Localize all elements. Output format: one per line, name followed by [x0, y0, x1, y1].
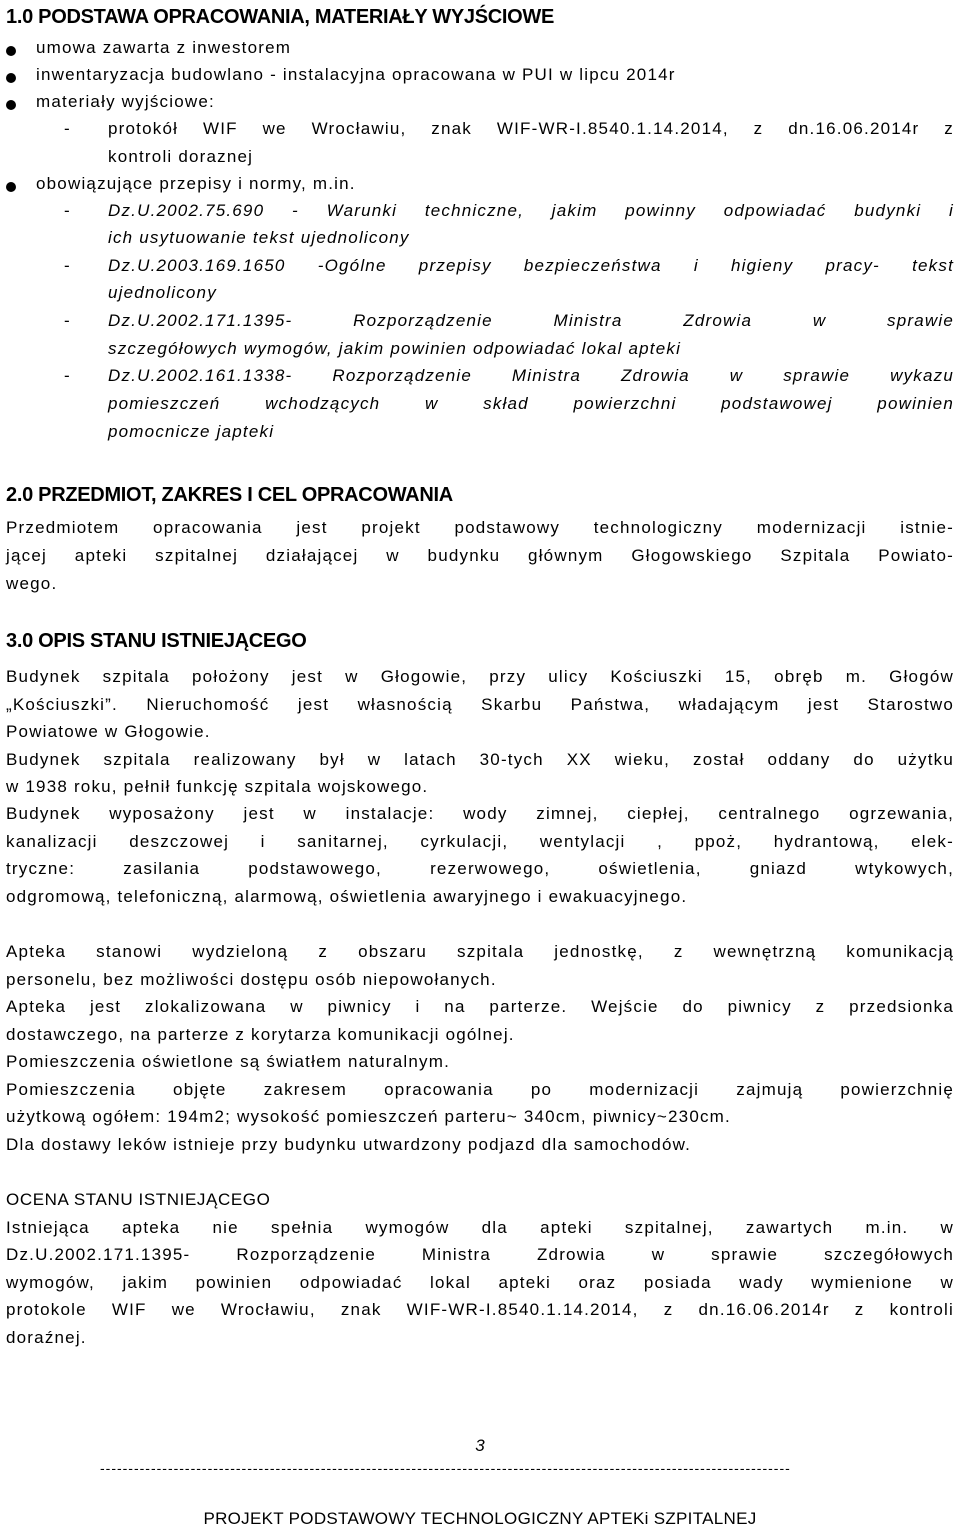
section-2-title: 2.0 PRZEDMIOT, ZAKRES I CEL OPRACOWANIA	[6, 484, 453, 506]
assessment-title: OCENA STANU ISTNIEJĄCEGO	[6, 1190, 271, 1209]
bullet-item: umowa zawarta z inwestorem	[36, 38, 292, 57]
regulation-line: pomieszczeń wchodzących w skład powierzchni podstawowej powinien	[108, 394, 954, 413]
regulation-line: ujednolicony	[108, 283, 217, 302]
regulation-line: Dz.U.2002.161.1338- Rozporządzenie Ministra Zdrowia w sprawie wykazu	[108, 366, 954, 385]
paragraph-line: personelu, bez możliwości dostępu osób niepowołanych.	[6, 970, 497, 989]
material-item-line: kontroli doraznej	[108, 147, 254, 166]
paragraph-line: doraźnej.	[6, 1328, 87, 1347]
paragraph-line: Apteka stanowi wydzieloną z obszaru szpitala jednostkę, z wewnętrzną komunikacją	[6, 942, 954, 961]
bullet-item: obowiązujące przepisy i normy, m.in.	[36, 174, 356, 193]
paragraph-line: Dz.U.2002.171.1395- Rozporządzenie Ministra Zdrowia w sprawie szczegółowych	[6, 1245, 954, 1264]
list-dash: -	[64, 119, 70, 138]
paragraph-line: „Kościuszki”. Nieruchomość jest własnością Skarbu Państwa, władającym jest Starostwo	[6, 695, 954, 714]
paragraph-line: Apteka jest zlokalizowana w piwnicy i na parterze. Wejście do piwnicy z przedsionka	[6, 997, 954, 1016]
paragraph-line: odgromową, telefoniczną, alarmową, oświetlenia awaryjnego i ewakuacyjnego.	[6, 887, 688, 906]
bullet-item: inwentaryzacja budowlano - instalacyjna opracowana w PUI w lipcu 2014r	[36, 65, 676, 84]
bullet-icon	[6, 73, 16, 83]
paragraph-line: jącej apteki szpitalnej działającej w budynku głównym Głogowskiego Szpitala Powiato-	[6, 546, 954, 565]
paragraph-line: wymogów, jakim powinien odpowiadać lokal apteki oraz posiada wady wymienione w	[6, 1273, 954, 1292]
section-3-title: 3.0 OPIS STANU ISTNIEJĄCEGO	[6, 630, 307, 652]
footer-separator: --------------------------------------------------------------------------------------------------------------------------	[100, 1460, 791, 1476]
regulation-line: Dz.U.2003.169.1650 -Ogólne przepisy bezpieczeństwa i higieny pracy- tekst	[108, 256, 954, 275]
bullet-icon	[6, 100, 16, 110]
material-item-line: protokół WIF we Wrocławiu, znak WIF-WR-I.8540.1.14.2014, z dn.16.06.2014r z	[108, 119, 954, 138]
list-dash: -	[64, 366, 70, 385]
paragraph-line: Budynek szpitala realizowany był w latach 30-tych XX wieku, został oddany do użytku	[6, 750, 954, 769]
paragraph-line: dostawczego, na parterze z korytarza komunikacji ogólnej.	[6, 1025, 515, 1044]
footer-title: PROJEKT PODSTAWOWY TECHNOLOGICZNY APTEKi SZPITALNEJ	[203, 1509, 757, 1528]
paragraph-line: wego.	[6, 574, 58, 593]
paragraph-line: Powiatowe w Głogowie.	[6, 722, 211, 741]
regulation-line: ich usytuowanie tekst ujednolicony	[108, 228, 410, 247]
regulation-line: Dz.U.2002.171.1395- Rozporządzenie Ministra Zdrowia w sprawie	[108, 311, 954, 330]
list-dash: -	[64, 256, 70, 275]
paragraph-line: Pomieszczenia objęte zakresem opracowania po modernizacji zajmują powierzchnię	[6, 1080, 954, 1099]
paragraph-line: Budynek szpitala położony jest w Głogowie, przy ulicy Kościuszki 15, obręb m. Głogów	[6, 667, 954, 686]
paragraph-line: użytkową ogółem: 194m2; wysokość pomieszczeń parteru~ 340cm, piwnicy~230cm.	[6, 1107, 731, 1126]
section-1-title: 1.0 PODSTAWA OPRACOWANIA, MATERIAŁY WYJŚCIOWE	[6, 6, 555, 28]
page-number: 3	[475, 1436, 485, 1455]
paragraph-line: Przedmiotem opracowania jest projekt podstawowy technologiczny modernizacji istnie-	[6, 518, 954, 537]
paragraph-line: w 1938 roku, pełnił funkcję szpitala wojskowego.	[6, 777, 429, 796]
paragraph-line: Pomieszczenia oświetlone są światłem naturalnym.	[6, 1052, 451, 1071]
list-dash: -	[64, 311, 70, 330]
paragraph-line: tryczne: zasilania podstawowego, rezerwowego, oświetlenia, gniazd wtykowych,	[6, 859, 954, 878]
paragraph-line: Istniejąca apteka nie spełnia wymogów dla apteki szpitalnej, zawartych m.in. w	[6, 1218, 954, 1237]
paragraph-line: kanalizacji deszczowej i sanitarnej, cyrkulacji, wentylacji , ppoż, hydrantową, elek-	[6, 832, 954, 851]
regulation-line: pomocnicze japteki	[108, 422, 275, 441]
regulation-line: Dz.U.2002.75.690 - Warunki techniczne, jakim powinny odpowiadać budynki i	[108, 201, 954, 220]
bullet-item: materiały wyjściowe:	[36, 92, 215, 111]
paragraph-line: Budynek wyposażony jest w instalacje: wody zimnej, ciepłej, centralnego ogrzewania,	[6, 804, 954, 823]
bullet-icon	[6, 182, 16, 192]
paragraph-line: Dla dostawy leków istnieje przy budynku utwardzony podjazd dla samochodów.	[6, 1135, 692, 1154]
list-dash: -	[64, 201, 70, 220]
paragraph-line: protokole WIF we Wrocławiu, znak WIF-WR-I.8540.1.14.2014, z dn.16.06.2014r z kontroli	[6, 1300, 954, 1319]
regulation-line: szczegółowych wymogów, jakim powinien odpowiadać lokal apteki	[108, 339, 682, 358]
bullet-icon	[6, 46, 16, 56]
